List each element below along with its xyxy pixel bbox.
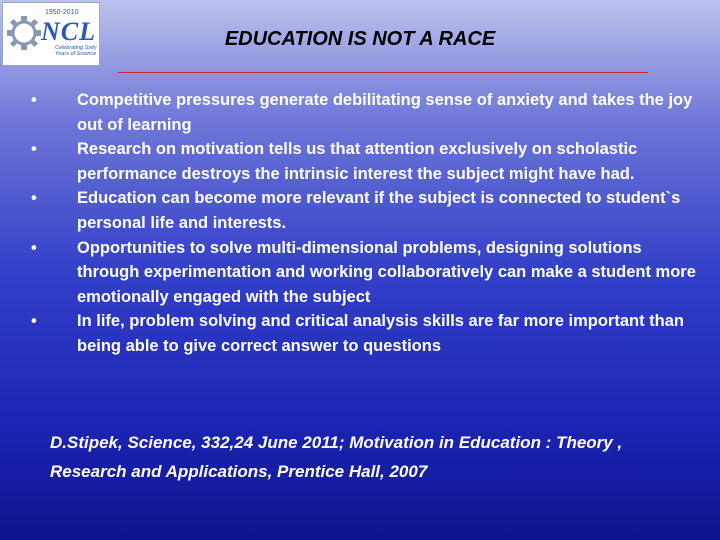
bullet-marker: •: [31, 238, 37, 257]
bullet-list: [24, 88, 699, 359]
slide-title: EDUCATION IS NOT A RACE: [224, 28, 496, 50]
bullet-marker: •: [31, 140, 37, 159]
bullet-text: Research on motivation tells us that attention exclusively on scholastic performance destroys the intrinsic interest the subject might have had.: [77, 140, 638, 183]
logo-years: 1950-2010: [45, 9, 79, 16]
bullet-item: [24, 309, 699, 358]
bullet-text: Education can become more relevant if the subject is connected to student`s personal life and interests.: [77, 189, 681, 232]
logo-wordmark: NCL: [41, 17, 96, 46]
bullet-item: [24, 186, 699, 235]
bullet-marker: •: [31, 312, 37, 331]
bullet-item: [24, 137, 699, 186]
title-divider: [118, 72, 648, 73]
bullet-item: [24, 88, 699, 137]
bullet-text: In life, problem solving and critical analysis skills are far more important than being able to give correct answer to questions: [77, 312, 685, 355]
bullet-marker: •: [31, 189, 37, 208]
bullet-text: Competitive pressures generate debilitating sense of anxiety and takes the joy out of learning: [77, 91, 693, 134]
bullet-item: [24, 236, 699, 310]
bullet-marker: •: [31, 91, 37, 109]
bullet-text: Opportunities to solve multi-dimensional problems, designing solutions through experimentation and working collaboratively can make a student more emotionally engaged with the subject: [77, 238, 696, 306]
logo-tagline: Celebrating Sixty Years of Science: [55, 45, 97, 57]
reference-citation: D.Stipek, Science, 332,24 June 2011; Motivation in Education : Theory , Research and Applications, Prentice Hall, 2007: [50, 433, 623, 481]
